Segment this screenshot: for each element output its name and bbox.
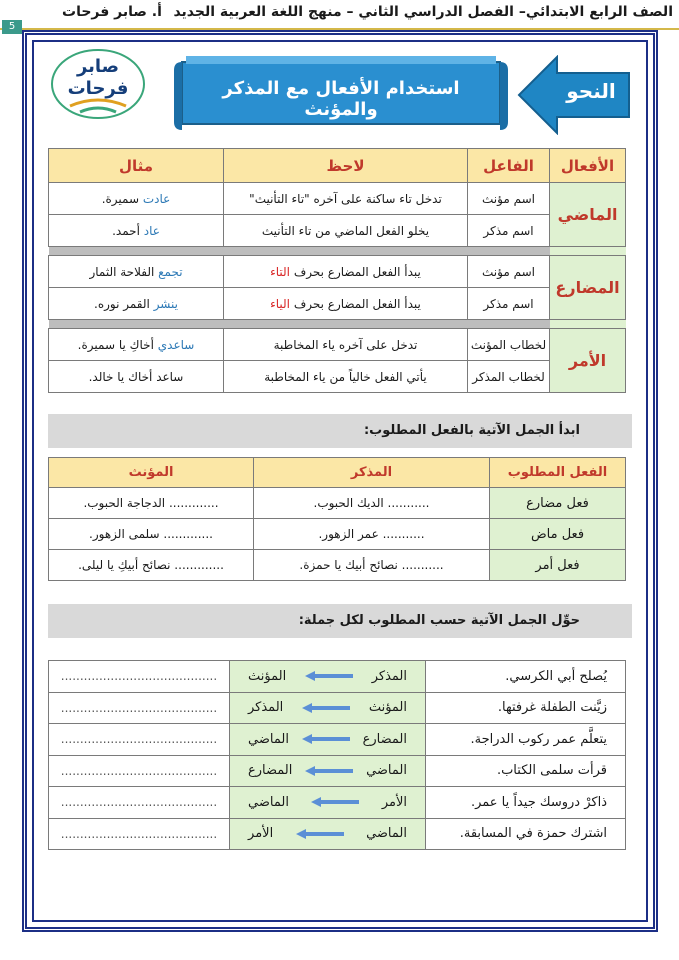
note-text: يبدأ الفعل المضارع بحرف: [290, 296, 421, 311]
left-arrow-icon: [311, 797, 359, 807]
conversion-cell: [230, 787, 426, 819]
answer-blank[interactable]: .........................................: [49, 787, 230, 819]
left-arrow-icon: [296, 829, 344, 839]
example-verb: عادت: [142, 191, 171, 206]
section-label: النحو: [566, 79, 616, 103]
header-verbs: الأفعال: [550, 149, 626, 183]
convert-from: المضارع: [362, 731, 407, 747]
table-row: [49, 787, 626, 819]
example-rest: الفلاحة الثمار: [89, 264, 159, 279]
example-rest: ساعد أخاك يا خالد.: [88, 369, 184, 384]
table-row: [49, 818, 626, 850]
table-row: [49, 661, 626, 693]
conversion-cell: [230, 692, 426, 724]
doer-cell: اسم مؤنث: [468, 183, 550, 215]
title-scroll: [172, 52, 510, 132]
note-cell: يأتي الفعل خالياً من ياء المخاطبة: [224, 361, 468, 393]
example-cell: [49, 256, 224, 288]
feminine-blank[interactable]: ............. سلمى الزهور.: [49, 519, 254, 550]
answer-blank[interactable]: .........................................: [49, 692, 230, 724]
conversion-cell: [230, 755, 426, 787]
convert-from: الماضي: [366, 826, 407, 842]
table-row: [49, 519, 626, 550]
header-feminine: المؤنث: [49, 458, 254, 488]
left-arrow-icon: [302, 734, 350, 744]
example-verb: ينشر: [153, 296, 178, 311]
verb-type-label: فعل مضارع: [490, 488, 626, 519]
page-number: 5: [2, 20, 22, 34]
source-sentence: يتعلَّم عمر ركوب الدراجة.: [426, 724, 626, 756]
left-arrow-icon: [305, 766, 353, 776]
table-row: [49, 724, 626, 756]
exercise1-header-row: [49, 458, 626, 488]
table-row: [49, 215, 626, 247]
rules-table: [48, 148, 626, 393]
masculine-blank[interactable]: ........... عمر الزهور.: [254, 519, 490, 550]
tense-present: المضارع: [550, 256, 626, 320]
tense-imperative: الأمر: [550, 329, 626, 393]
left-arrow-icon: [302, 703, 350, 713]
conversion-cell: [230, 818, 426, 850]
logo-text-1: صابر: [76, 56, 120, 77]
note-highlight: الياء: [270, 296, 291, 311]
table-row: [49, 329, 626, 361]
convert-to: المؤنث: [248, 668, 287, 684]
note-highlight: التاء: [270, 264, 291, 279]
answer-blank[interactable]: .........................................: [49, 818, 230, 850]
example-cell: [49, 361, 224, 393]
exercise1-instruction: ابدأ الجمل الآتية بالفعل المطلوب:: [48, 414, 632, 448]
example-rest: أخاكِ يا سميرة.: [77, 337, 158, 352]
answer-blank[interactable]: .........................................: [49, 755, 230, 787]
source-sentence: قرأت سلمى الكتاب.: [426, 755, 626, 787]
doer-cell: اسم مؤنث: [468, 256, 550, 288]
example-verb: ساعدي: [157, 337, 195, 352]
header-example: مثال: [49, 149, 224, 183]
section-arrow: [517, 55, 632, 135]
source-sentence: زيَّنت الطفلة غرفتها.: [426, 692, 626, 724]
feminine-blank[interactable]: ............. الدجاجة الحبوب.: [49, 488, 254, 519]
source-sentence: اشترك حمزة في المسابقة.: [426, 818, 626, 850]
note-cell: يخلو الفعل الماضي من تاء التأنيث: [224, 215, 468, 247]
table-row: [49, 183, 626, 215]
example-cell: [49, 329, 224, 361]
conversion-cell: [230, 661, 426, 693]
table-row: [49, 692, 626, 724]
header-required-verb: الفعل المطلوب: [490, 458, 626, 488]
feminine-blank[interactable]: ............. نصائح أبيكِ يا ليلى.: [49, 550, 254, 581]
exercise2-instruction: حوِّل الجمل الآتية حسب المطلوب لكل جملة:: [48, 604, 632, 638]
doer-cell: لخطاب المذكر: [468, 361, 550, 393]
source-sentence: يُصلح أبي الكرسي.: [426, 661, 626, 693]
convert-to: الماضي: [248, 794, 289, 810]
convert-from: الأمر: [381, 794, 407, 810]
convert-to: المذكر: [248, 700, 284, 716]
convert-to: الأمر: [248, 826, 274, 842]
conversion-cell: [230, 724, 426, 756]
doer-cell: اسم مذكر: [468, 288, 550, 320]
lesson-title: استخدام الأفعال مع المذكر والمؤنث: [222, 78, 460, 120]
masculine-blank[interactable]: ........... الديك الحبوب.: [254, 488, 490, 519]
example-cell: [49, 183, 224, 215]
convert-from: المؤنث: [368, 700, 407, 716]
convert-to: المضارع: [248, 763, 293, 779]
table-row: [49, 361, 626, 393]
answer-blank[interactable]: .........................................: [49, 724, 230, 756]
group-separator: [49, 247, 626, 256]
group-separator: [49, 320, 626, 329]
table-row: [49, 256, 626, 288]
verb-type-label: فعل أمر: [490, 550, 626, 581]
convert-from: المذكر: [371, 668, 407, 684]
table-row: [49, 755, 626, 787]
left-arrow-icon: [305, 671, 353, 681]
source-sentence: ذاكرْ دروسك جيداً يا عمر.: [426, 787, 626, 819]
example-rest: سميرة.: [101, 191, 143, 206]
top-header: [0, 0, 679, 30]
masculine-blank[interactable]: ........... نصائح أبيك يا حمزة.: [254, 550, 490, 581]
rules-header-row: [49, 149, 626, 183]
tense-past: الماضي: [550, 183, 626, 247]
example-rest: أحمد.: [112, 223, 144, 238]
exercise1-table: [48, 457, 626, 581]
example-cell: [49, 288, 224, 320]
convert-to: الماضي: [248, 731, 289, 747]
verb-type-label: فعل ماض: [490, 519, 626, 550]
header-note: لاحظ: [224, 149, 468, 183]
header-masculine: المذكر: [254, 458, 490, 488]
teacher-name: أ. صابر فرحات: [62, 4, 162, 20]
note-cell: [224, 256, 468, 288]
header-doer: الفاعل: [468, 149, 550, 183]
logo-text-2: فرحات: [67, 78, 129, 99]
example-verb: تجمع: [158, 264, 183, 279]
table-row: [49, 550, 626, 581]
grade-line: الصف الرابع الابتدائي– الفصل الدراسي الثاني – منهج اللغة العربية الجديد: [173, 4, 673, 20]
answer-blank[interactable]: .........................................: [49, 661, 230, 693]
doer-cell: اسم مذكر: [468, 215, 550, 247]
table-row: [49, 288, 626, 320]
example-rest: القمر نوره.: [94, 296, 154, 311]
example-verb: عاد: [143, 223, 160, 238]
table-row: [49, 488, 626, 519]
note-cell: تدخل تاء ساكنة على آخره "تاء التأنيث": [224, 183, 468, 215]
teacher-logo: [50, 48, 146, 120]
exercise2-table: [48, 660, 626, 850]
convert-from: الماضي: [366, 763, 407, 779]
note-cell: [224, 288, 468, 320]
note-cell: تدخل على آخره ياء المخاطبة: [224, 329, 468, 361]
note-text: يبدأ الفعل المضارع بحرف: [290, 264, 421, 279]
doer-cell: لخطاب المؤنث: [468, 329, 550, 361]
example-cell: [49, 215, 224, 247]
